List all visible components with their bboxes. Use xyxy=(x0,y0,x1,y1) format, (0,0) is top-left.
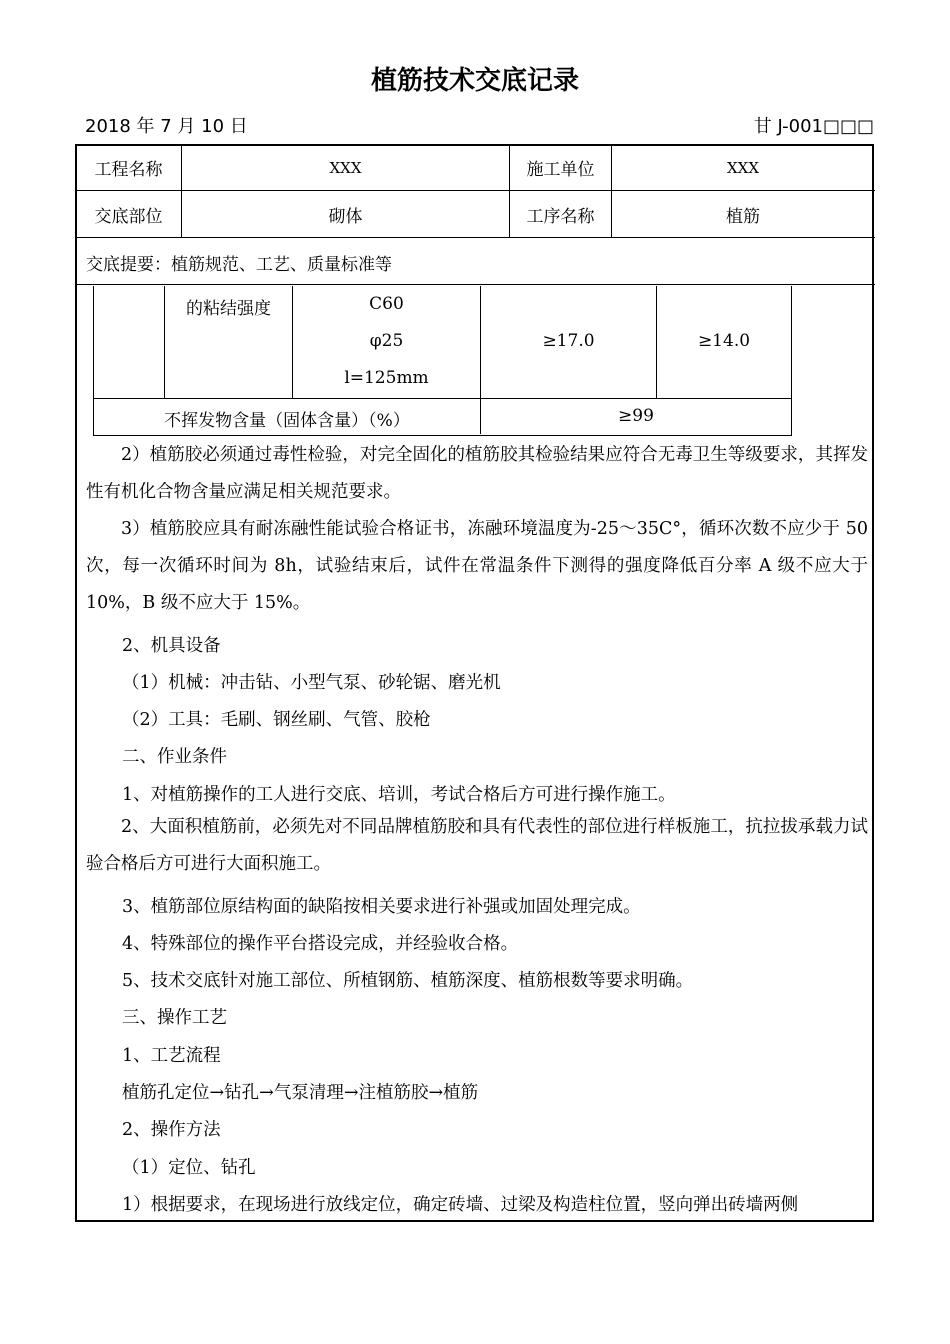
condition-1: 1、对植筋操作的工人进行交底、培训，考试合格后方可进行操作施工。 xyxy=(122,785,676,805)
location-label: 交底部位 xyxy=(94,206,163,227)
page-title: 植筋技术交底记录 xyxy=(370,66,579,96)
equipment-tools: （2）工具：毛刷、钢丝刷、气管、胶枪 xyxy=(122,710,431,730)
equipment-machines: （1）机械：冲击钻、小型气泵、砂轮锯、磨光机 xyxy=(122,673,501,693)
process-flow: 植筋孔定位→钻孔→气泵清理→注植筋胶→植筋 xyxy=(122,1083,479,1103)
construction-unit-value: XXX xyxy=(726,158,760,177)
project-name-value: XXX xyxy=(329,158,362,177)
method-step-1: 1）根据要求，在现场进行放线定位，确定砖墙、过梁及构造柱位置，竖向弹出砖墙两侧 xyxy=(122,1195,799,1215)
process-label: 工序名称 xyxy=(526,206,595,227)
section-process: 三、操作工艺 xyxy=(122,1008,227,1028)
spec-length: l=125mm xyxy=(344,368,429,388)
section-equipment: 2、机具设备 xyxy=(122,636,221,656)
value-class-b: ≥14.0 xyxy=(697,331,751,351)
condition-5: 5、技术交底针对施工部位、所植钢筋、植筋深度、植筋根数等要求明确。 xyxy=(122,971,694,991)
spec-diameter: φ25 xyxy=(369,331,404,351)
header-row-divider xyxy=(75,237,875,238)
method-positioning: （1）定位、钻孔 xyxy=(122,1158,256,1178)
process-value: 植筋 xyxy=(726,206,760,227)
process-flow-heading: 1、工艺流程 xyxy=(122,1046,221,1066)
condition-4: 4、特殊部位的操作平台搭设完成，并经验收合格。 xyxy=(122,934,519,954)
paragraph-freeze-thaw: 3）植筋胶应具有耐冻融性能试验合格证书，冻融环境温度为-25～35C°，循环次数不应少于 50 次，每一次循环时间为 8h，试验结束后，试件在常温条件下测得的强度降低百分率 A 级不应大于 10%，B 级不应大于 15%。 xyxy=(86,519,868,613)
nonvolatile-label: 不挥发物含量（固体含量）（%） xyxy=(164,411,410,431)
nonvolatile-value: ≥99 xyxy=(618,406,654,426)
condition-2: 2、大面积植筋前，必须先对不同品牌植筋胶和具有代表性的部位进行样板施工，抗拉拔承载力试验合格后方可进行大面积施工。 xyxy=(86,817,868,874)
paragraph-toxicity: 2）植筋胶必须通过毒性检验，对完全固化的植筋胶其检验结果应符合无毒卫生等级要求，其挥发性有机化合物含量应满足相关规范要求。 xyxy=(86,445,868,502)
method-heading: 2、操作方法 xyxy=(122,1120,221,1140)
construction-unit-label: 施工单位 xyxy=(526,160,595,180)
adhesive-spec-table xyxy=(93,286,792,436)
section-work-conditions: 二、作业条件 xyxy=(122,747,227,767)
table-row-divider xyxy=(94,398,791,399)
summary-text: 交底提要：植筋规范、工艺、质量标准等 xyxy=(86,255,392,275)
project-name-label: 工程名称 xyxy=(94,160,163,180)
record-date: 2018 年 7 月 10 日 xyxy=(85,116,248,137)
document-code: 甘 J-001□□□ xyxy=(753,116,874,137)
location-value: 砌体 xyxy=(328,206,363,227)
value-class-a: ≥17.0 xyxy=(542,331,595,351)
spec-grade: C60 xyxy=(369,294,404,314)
bond-strength-label: 的粘结强度 xyxy=(186,299,271,319)
condition-3: 3、植筋部位原结构面的缺陷按相关要求进行补强或加固处理完成。 xyxy=(122,897,641,917)
summary-row-divider xyxy=(75,284,875,285)
